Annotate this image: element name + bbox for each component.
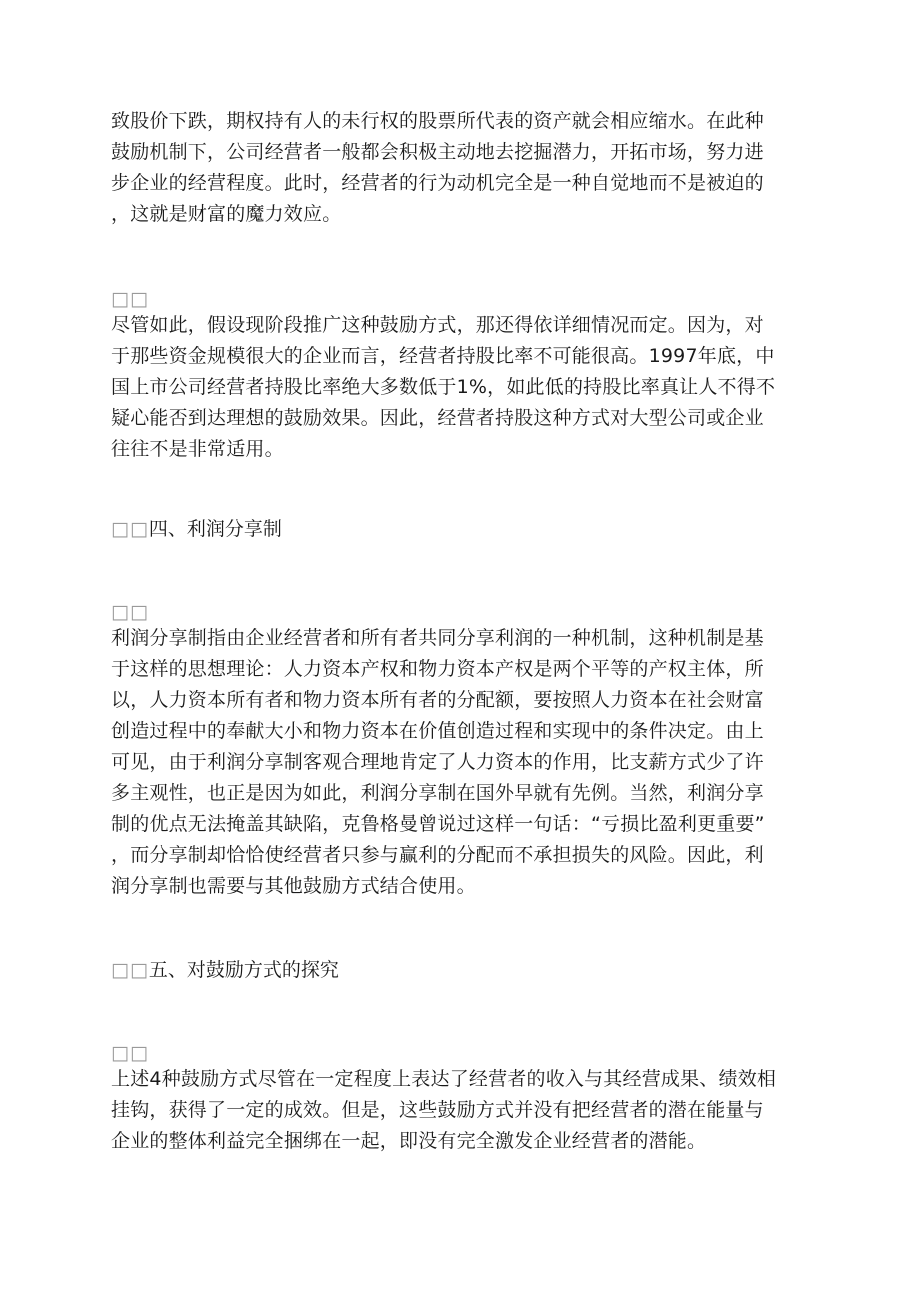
text-line: 步企业的经营程度。此时，经营者的行为动机完全是一种自觉地而不是被迫的 (111, 172, 764, 194)
paragraph-shareholding-limits (111, 310, 811, 465)
heading-text: 四、利润分享制 (148, 518, 282, 540)
paragraph-profit-sharing (111, 623, 811, 902)
placeholder-marker: □□ (111, 601, 149, 623)
placeholder-marker: □□ (111, 288, 149, 310)
heading-text: 五、对鼓励方式的探究 (148, 959, 339, 981)
text-line: ，而分享制却恰恰使经营者只参与赢利的分配而不承担损失的风险。因此，利 (111, 844, 764, 866)
text-line: 以，人力资本所有者和物力资本所有者的分配额，要按照人力资本在社会财富 (111, 689, 764, 711)
text-line: 制的优点无法掩盖其缺陷，克鲁格曼曾说过这样一句话：“亏损比盈利更重要” (111, 813, 765, 835)
text-line: 润分享制也需要与其他鼓励方式结合使用。 (111, 875, 476, 897)
paragraph-incentive-summary (111, 1064, 811, 1157)
text-line: 挂钩，获得了一定的成效。但是，这些鼓励方式并没有把经营者的潜在能量与 (111, 1099, 764, 1121)
text-line: 疑心能否到达理想的鼓励效果。因此，经营者持股这种方式对大型公司或企业 (111, 407, 764, 429)
text-line: 致股价下跌，期权持有人的未行权的股票所代表的资产就会相应缩水。在此种 (111, 110, 764, 132)
text-line: 于这样的思想理论：人力资本产权和物力资本产权是两个平等的产权主体，所 (111, 658, 764, 680)
text-line: 利润分享制指由企业经营者和所有者共同分享利润的一种机制，这种机制是基 (111, 627, 764, 649)
text-line: 鼓励机制下，公司经营者一般都会积极主动地去挖掘潜力，开拓市场，努力进 (111, 141, 764, 163)
text-line: 往往不是非常适用。 (111, 438, 284, 460)
placeholder-marker: □□ (111, 1042, 149, 1064)
text-line: 创造过程中的奉献大小和物力资本在价值创造过程和实现中的条件决定。由上 (111, 720, 764, 742)
placeholder-marker: □□ (111, 959, 149, 981)
text-line: 尽管如此，假设现阶段推广这种鼓励方式，那还得依详细情况而定。因为，对 (111, 314, 764, 336)
section-heading-profit-sharing (111, 515, 282, 543)
text-line: ，这就是财富的魔力效应。 (111, 203, 342, 225)
text-line: 多主观性，也正是因为如此，利润分享制在国外早就有先例。当然，利润分享 (111, 782, 764, 804)
text-line: 企业的整体利益完全捆绑在一起，即没有完全激发企业经营者的潜能。 (111, 1130, 707, 1152)
text-line: 于那些资金规模很大的企业而言，经营者持股比率不可能很高。1997年底，中 (111, 345, 775, 367)
text-line: 可见，由于利润分享制客观合理地肯定了人力资本的作用，比支薪方式少了许 (111, 751, 764, 773)
placeholder-marker: □□ (111, 518, 149, 540)
paragraph-stock-option-effect (111, 106, 811, 230)
text-line: 上述4种鼓励方式尽管在一定程度上表达了经营者的收入与其经营成果、绩效相 (111, 1068, 777, 1090)
section-heading-incentive-research (111, 956, 339, 984)
text-line: 国上市公司经营者持股比率绝大多数低于1%，如此低的持股比率真让人不得不 (111, 376, 776, 398)
